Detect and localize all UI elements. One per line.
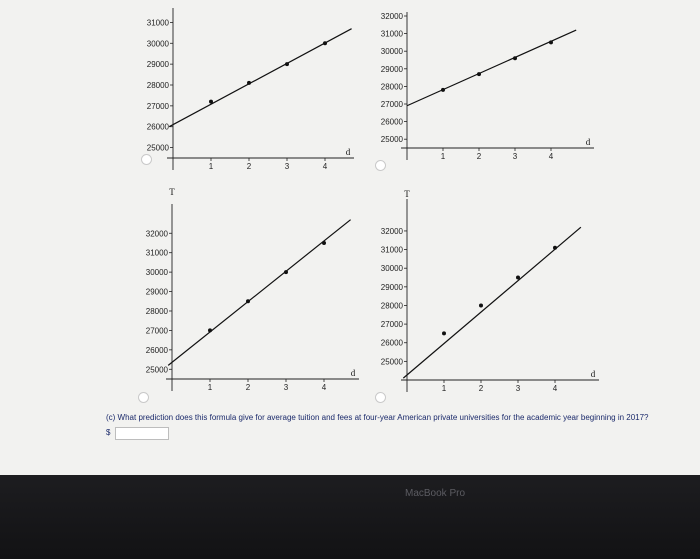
y-tick-label: 25000	[146, 143, 169, 153]
x-tick-label: 1	[207, 383, 213, 392]
y-tick-label: 32000	[380, 12, 403, 21]
y-tick-label: 31000	[146, 18, 169, 28]
y-tick-label: 25000	[380, 135, 403, 145]
data-point	[553, 246, 557, 250]
y-tick-label: 28000	[145, 306, 168, 316]
y-tick-label: 30000	[146, 39, 169, 49]
x-tick-label: 4	[321, 383, 327, 392]
series-line	[403, 227, 581, 378]
data-point	[209, 100, 213, 104]
graph-a	[120, 0, 360, 171]
y-tick-label: 27000	[380, 320, 403, 330]
y-tick-label: 30000	[380, 264, 403, 274]
data-point	[284, 270, 288, 274]
y-tick-label: 26000	[380, 117, 403, 127]
y-tick-label: 28000	[380, 82, 403, 92]
graph-b	[355, 0, 600, 165]
y-tick-label: 25000	[145, 365, 168, 375]
data-point	[322, 241, 326, 245]
option-d-radio[interactable]	[375, 392, 386, 403]
x-axis-label: d	[350, 368, 356, 378]
x-tick-label: 1	[208, 162, 214, 171]
data-point	[516, 276, 520, 280]
data-point	[513, 56, 517, 60]
data-point	[323, 41, 327, 45]
y-tick-label: 31000	[380, 245, 403, 255]
y-tick-label: 27000	[380, 100, 403, 109]
data-point	[479, 303, 483, 307]
x-tick-label: 4	[548, 152, 554, 161]
y-axis-label: T	[404, 189, 410, 199]
x-tick-label: 1	[440, 152, 446, 161]
laptop-bezel	[0, 475, 700, 559]
y-tick-label: 26000	[146, 122, 169, 132]
data-point	[247, 81, 251, 85]
x-axis-label: d	[590, 369, 596, 379]
y-tick-label: 27000	[146, 101, 169, 111]
data-point	[285, 62, 289, 66]
graph-d-plot	[355, 185, 605, 395]
graph-b-plot	[355, 0, 600, 165]
x-axis-label: d	[585, 137, 591, 147]
option-b-radio[interactable]	[375, 160, 386, 171]
currency-symbol: $	[106, 428, 111, 437]
x-tick-label: 4	[552, 384, 558, 393]
data-point	[246, 299, 250, 303]
y-tick-label: 28000	[380, 301, 403, 311]
data-point	[477, 72, 481, 76]
data-point	[442, 331, 446, 335]
x-tick-label: 3	[515, 384, 521, 393]
y-tick-label: 26000	[145, 345, 168, 355]
option-a-radio[interactable]	[141, 154, 152, 165]
x-tick-label: 2	[478, 384, 484, 393]
x-tick-label: 3	[512, 152, 518, 161]
data-point	[441, 88, 445, 92]
y-tick-label: 32000	[380, 226, 403, 236]
y-tick-label: 31000	[145, 248, 168, 258]
x-tick-label: 3	[284, 162, 290, 171]
data-point	[549, 40, 553, 44]
x-tick-label: 2	[246, 162, 252, 171]
x-tick-label: 1	[441, 384, 447, 393]
y-tick-label: 25000	[380, 357, 403, 367]
answer-input[interactable]	[115, 427, 169, 440]
question-text: (c) What prediction does this formula give for average tuition and fees at four-year American private universities for the academic year beginning in 2017?	[106, 413, 649, 422]
y-tick-label: 32000	[145, 229, 168, 239]
y-tick-label: 30000	[145, 268, 168, 278]
data-point	[208, 328, 212, 332]
y-tick-label: 28000	[146, 81, 169, 90]
graph-a-plot	[120, 0, 360, 171]
y-axis-label: T	[169, 187, 175, 197]
graph-c-plot	[120, 185, 365, 395]
y-tick-label: 29000	[146, 60, 169, 70]
y-tick-label: 29000	[145, 287, 168, 297]
graph-c	[120, 185, 365, 395]
bezel-label: MacBook Pro	[405, 488, 466, 499]
graph-d	[355, 185, 605, 395]
x-tick-label: 4	[322, 162, 328, 171]
y-tick-label: 29000	[380, 282, 403, 292]
y-tick-label: 29000	[380, 64, 403, 74]
y-tick-label: 27000	[145, 326, 168, 336]
x-tick-label: 2	[476, 152, 482, 161]
y-tick-label: 31000	[380, 29, 403, 39]
x-tick-label: 3	[283, 383, 289, 392]
y-tick-label: 26000	[380, 338, 403, 348]
option-c-radio[interactable]	[138, 392, 149, 403]
x-axis-label: d	[345, 147, 351, 157]
y-tick-label: 30000	[380, 47, 403, 57]
x-tick-label: 2	[245, 383, 251, 392]
